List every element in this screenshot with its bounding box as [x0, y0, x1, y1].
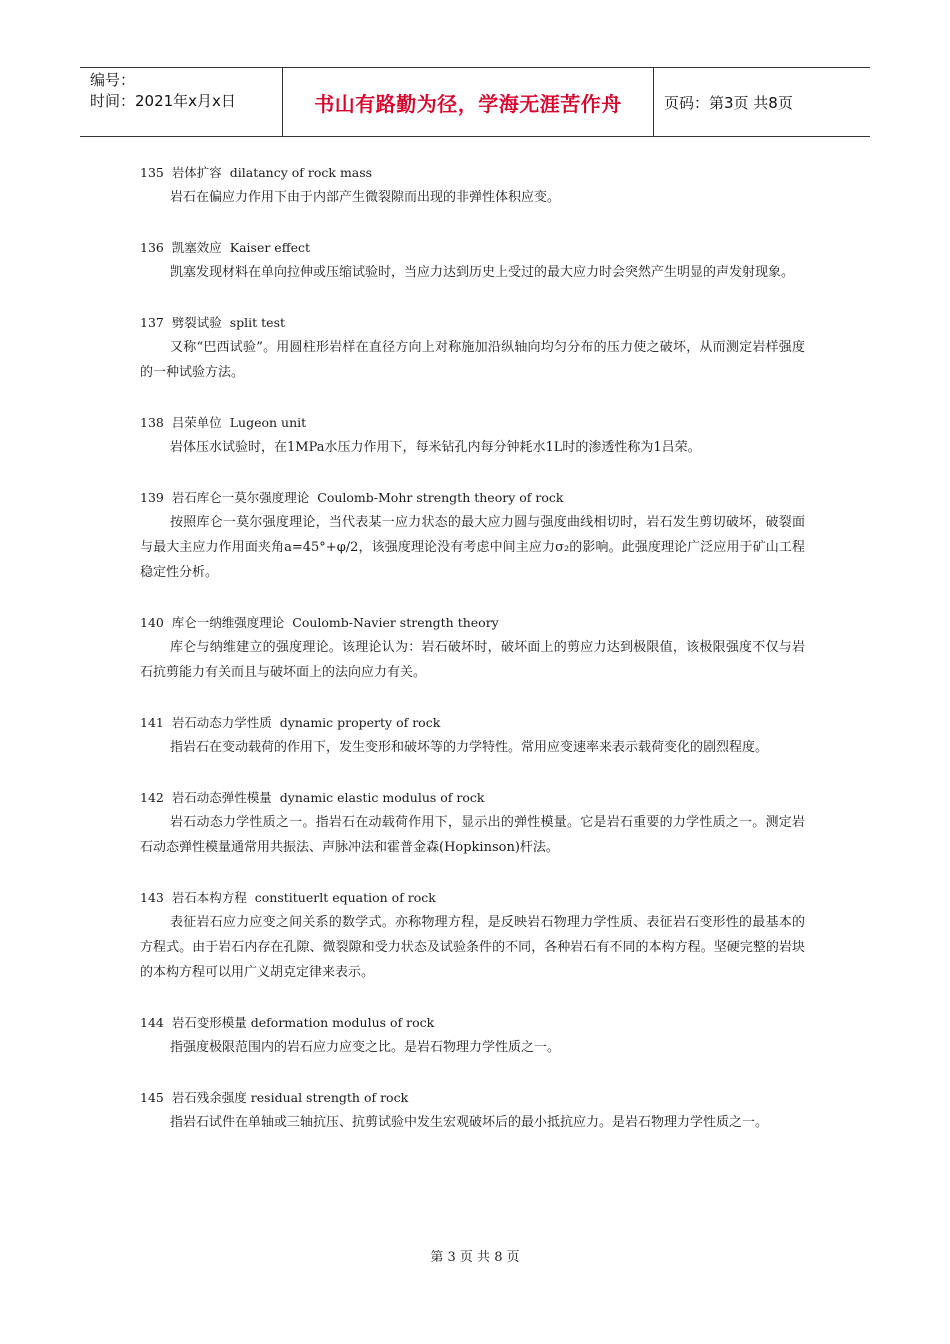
entry-term: 138 吕荣单位 Lugeon unit [140, 415, 307, 430]
entry-term: 145 岩石残余强度 residual strength of rock [140, 1090, 409, 1105]
entry-definition: 指强度极限范围内的岩石应力应变之比。是岩石物理力学性质之一。 [170, 1040, 561, 1055]
entry-142 [140, 785, 805, 860]
entry-term: 142 岩石动态弹性模量 dynamic elastic modulus of rock [140, 790, 485, 805]
entry-135 [140, 160, 805, 210]
entry-term: 143 岩石本构方程 constituerlt equation of rock [140, 890, 436, 905]
entry-definition: 岩石在偏应力作用下由于内部产生微裂隙而出现的非弹性体积应变。 [170, 190, 561, 205]
doc-date-label: 时间：2021年x月x日 [90, 92, 236, 110]
entry-definition: 指岩石在变动载荷的作用下，发生变形和破坏等的力学特性。常用应变速率来表示载荷变化的剧烈程度。 [170, 740, 769, 755]
entry-definition: 岩石动态力学性质之一。指岩石在动载荷作用下，显示出的弹性模量。它是岩石重要的力学性质之一。测定岩石动态弹性模量通常用共振法、声脉冲法和霍普金森(Hopkinson)杆法。 [140, 815, 805, 855]
entry-definition: 表征岩石应力应变之间关系的数学式。亦称物理方程，是反映岩石物理力学性质、表征岩石变形性的最基本的方程式。由于岩石内存在孔隙、微裂隙和受力状态及试验条件的不同，各种岩石有不同的本构方程。坚硬完整的岩块的本构方程可以用广义胡克定律来表示。 [140, 915, 805, 980]
entry-term: 141 岩石动态力学性质 dynamic property of rock [140, 715, 441, 730]
entry-definition: 库仑与纳维建立的强度理论。该理论认为：岩石破坏时，破坏面上的剪应力达到极限值，该极限强度不仅与岩石抗剪能力有关而且与破坏面上的法向应力有关。 [140, 640, 805, 680]
entry-term: 135 岩体扩容 dilatancy of rock mass [140, 165, 373, 180]
entry-definition: 岩体压水试验时，在1MPa水压力作用下，每米钻孔内每分钟耗水1L时的渗透性称为1吕荣。 [170, 440, 701, 455]
entry-140 [140, 610, 805, 685]
page-header [80, 67, 870, 137]
page-footer: 第 3 页 共 8 页 [430, 1250, 520, 1265]
entry-definition: 又称“巴西试验”。用圆柱形岩样在直径方向上对称施加沿纵轴向均匀分布的压力使之破坏，从而测定岩样强度的一种试验方法。 [140, 340, 805, 380]
entry-138 [140, 410, 805, 460]
entry-143 [140, 885, 805, 985]
entry-definition: 指岩石试件在单轴或三轴抗压、抗剪试验中发生宏观破坏后的最小抵抗应力。是岩石物理力学性质之一。 [170, 1115, 769, 1130]
header-meta [80, 68, 282, 136]
header-page-label: 页码：第3页 共8页 [664, 93, 793, 112]
header-motto: 书山有路勤为径，学海无涯苦作舟 [282, 68, 654, 136]
entry-term: 136 凯塞效应 Kaiser effect [140, 240, 311, 255]
entry-145 [140, 1085, 805, 1135]
entry-term: 137 劈裂试验 split test [140, 315, 286, 330]
doc-number-label: 编号： [90, 71, 136, 89]
glossary-content [140, 160, 805, 1160]
entry-definition: 凯塞发现材料在单向拉伸或压缩试验时，当应力达到历史上受过的最大应力时会突然产生明显的声发射现象。 [170, 265, 795, 280]
entry-139 [140, 485, 805, 585]
entry-141 [140, 710, 805, 760]
entry-term: 140 库仑一纳维强度理论 Coulomb-Navier strength theory [140, 615, 499, 630]
entry-137 [140, 310, 805, 385]
entry-144 [140, 1010, 805, 1060]
entry-definition: 按照库仑一莫尔强度理论，当代表某一应力状态的最大应力圆与强度曲线相切时，岩石发生剪切破坏，破裂面与最大主应力作用面夹角a=45°+φ/2，该强度理论没有考虑中间主应力σ₂的影响。此强度理论广泛应用于矿山工程稳定性分析。 [140, 515, 805, 580]
entry-term: 144 岩石变形模量 deformation modulus of rock [140, 1015, 435, 1030]
entry-136 [140, 235, 805, 285]
entry-term: 139 岩石库仑一莫尔强度理论 Coulomb-Mohr strength theory of rock [140, 490, 564, 505]
